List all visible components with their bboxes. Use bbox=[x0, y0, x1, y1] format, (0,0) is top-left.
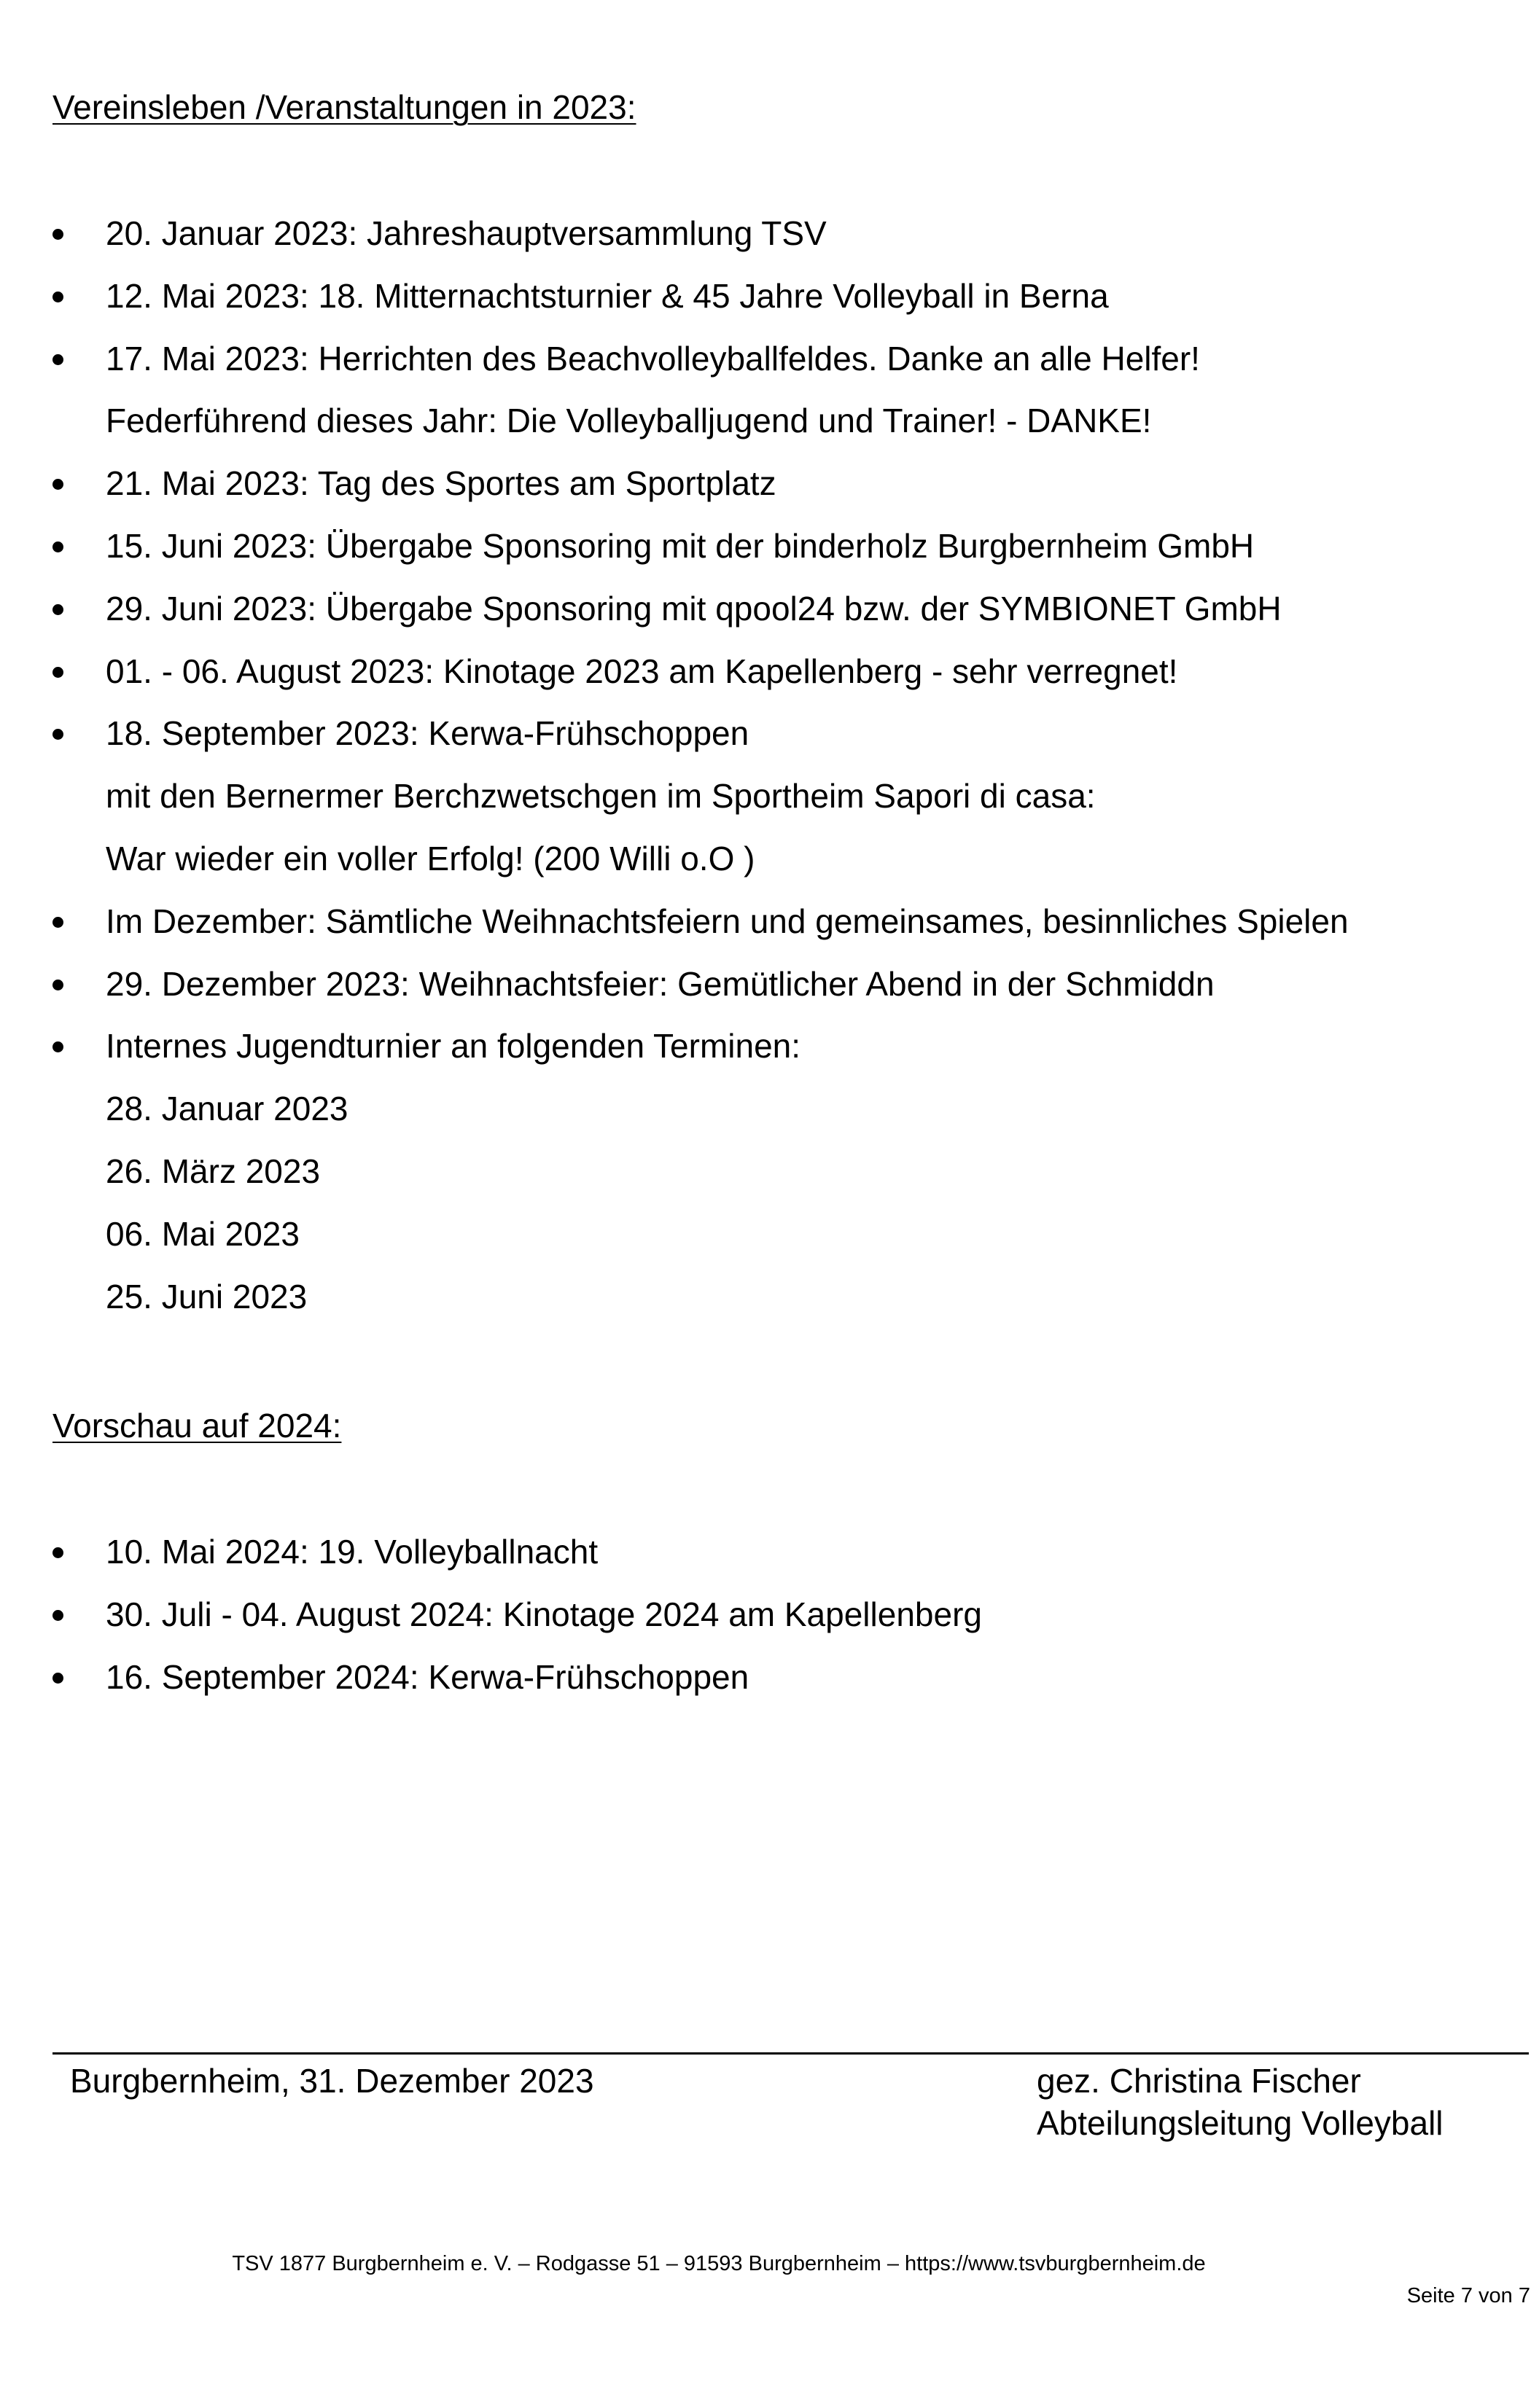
footer-address: TSV 1877 Burgbernheim e. V. – Rodgasse 51 – 91593 Burgbernheim – https://www.tsvburgbernheim.de bbox=[232, 2252, 1206, 2275]
list-item bbox=[52, 453, 1349, 515]
list-item bbox=[52, 1646, 982, 1709]
signed-by: gez. Christina Fischer bbox=[1037, 2062, 1361, 2100]
section-heading-2023: Vereinsleben /Veranstaltungen in 2023: bbox=[52, 88, 636, 126]
list-item-line: 16. September 2024: Kerwa-Frühschoppen bbox=[106, 1657, 749, 1696]
list-item-line: 30. Juli - 04. August 2024: Kinotage 2024 am Kapellenberg bbox=[106, 1595, 982, 1633]
list-item-line: 12. Mai 2023: 18. Mitternachtsturnier & 45 Jahre Volleyball in Berna bbox=[106, 276, 1109, 315]
list-item bbox=[52, 515, 1349, 578]
bullet-icon bbox=[52, 980, 63, 990]
page-number: Seite 7 von 7 bbox=[1406, 2284, 1530, 2307]
list-item-line: 10. Mai 2024: 19. Volleyballnacht bbox=[106, 1533, 599, 1571]
bullet-icon bbox=[52, 542, 63, 552]
list-item-line: 28. Januar 2023 bbox=[106, 1090, 348, 1128]
bullet-icon bbox=[52, 604, 63, 615]
bullet-icon bbox=[52, 1610, 63, 1621]
bullet-icon bbox=[52, 1673, 63, 1684]
bullet-icon bbox=[52, 1547, 63, 1558]
preview-2024-list bbox=[52, 1521, 982, 1708]
bullet-icon bbox=[52, 354, 63, 365]
list-item bbox=[52, 703, 1349, 890]
list-item-line: 18. September 2023: Kerwa-Frühschoppen bbox=[106, 714, 749, 753]
list-item bbox=[52, 1584, 982, 1646]
list-item-line: 25. Juni 2023 bbox=[106, 1277, 308, 1316]
footer-address-container bbox=[0, 2252, 1531, 2276]
list-item bbox=[52, 1521, 982, 1584]
list-item-line: Im Dezember: Sämtliche Weihnachtsfeiern und gemeinsames, besinnliches Spielen bbox=[106, 902, 1349, 940]
list-item bbox=[52, 1015, 1349, 1328]
bullet-icon bbox=[52, 479, 63, 490]
signature-block bbox=[1037, 2060, 1444, 2144]
bullet-icon bbox=[52, 229, 63, 240]
list-item bbox=[52, 641, 1349, 703]
signature-divider bbox=[52, 2052, 1529, 2055]
list-item bbox=[52, 891, 1349, 953]
list-item-line: 06. Mai 2023 bbox=[106, 1214, 300, 1253]
list-item-line: 15. Juni 2023: Übergabe Sponsoring mit der binderholz Burgbernheim GmbH bbox=[106, 526, 1255, 565]
signer-role: Abteilungsleitung Volleyball bbox=[1037, 2104, 1444, 2142]
list-item-line: 01. - 06. August 2023: Kinotage 2023 am Kapellenberg - sehr verregnet! bbox=[106, 652, 1178, 690]
list-item bbox=[52, 953, 1349, 1016]
list-item-line: 29. Dezember 2023: Weihnachtsfeier: Gemütlicher Abend in der Schmiddn bbox=[106, 964, 1215, 1003]
list-item-line: Internes Jugendturnier an folgenden Terminen: bbox=[106, 1027, 801, 1066]
list-item bbox=[52, 265, 1349, 328]
list-item-line: mit den Bernermer Berchzwetschgen im Sportheim Sapori di casa: bbox=[106, 777, 1096, 816]
bullet-icon bbox=[52, 667, 63, 678]
list-item bbox=[52, 578, 1349, 641]
list-item-line: 17. Mai 2023: Herrichten des Beachvolleyballfeldes. Danke an alle Helfer! bbox=[106, 339, 1200, 378]
place-date: Burgbernheim, 31. Dezember 2023 bbox=[70, 2062, 594, 2100]
bullet-icon bbox=[52, 729, 63, 740]
events-2023-list bbox=[52, 203, 1349, 1328]
list-item-line: 29. Juni 2023: Übergabe Sponsoring mit qpool24 bzw. der SYMBIONET GmbH bbox=[106, 589, 1282, 628]
section-heading-2024: Vorschau auf 2024: bbox=[52, 1407, 342, 1445]
list-item bbox=[52, 203, 1349, 265]
bullet-icon bbox=[52, 917, 63, 928]
bullet-icon bbox=[52, 292, 63, 302]
list-item-line: Federführend dieses Jahr: Die Volleyballjugend und Trainer! - DANKE! bbox=[106, 402, 1152, 440]
list-item-line: 21. Mai 2023: Tag des Sportes am Sportplatz bbox=[106, 464, 776, 503]
bullet-icon bbox=[52, 1041, 63, 1052]
list-item-line: 26. März 2023 bbox=[106, 1152, 321, 1190]
list-item-line: 20. Januar 2023: Jahreshauptversammlung TSV bbox=[106, 214, 827, 252]
list-item bbox=[52, 328, 1349, 453]
list-item-line: War wieder ein voller Erfolg! (200 Willi o.O ) bbox=[106, 839, 755, 877]
